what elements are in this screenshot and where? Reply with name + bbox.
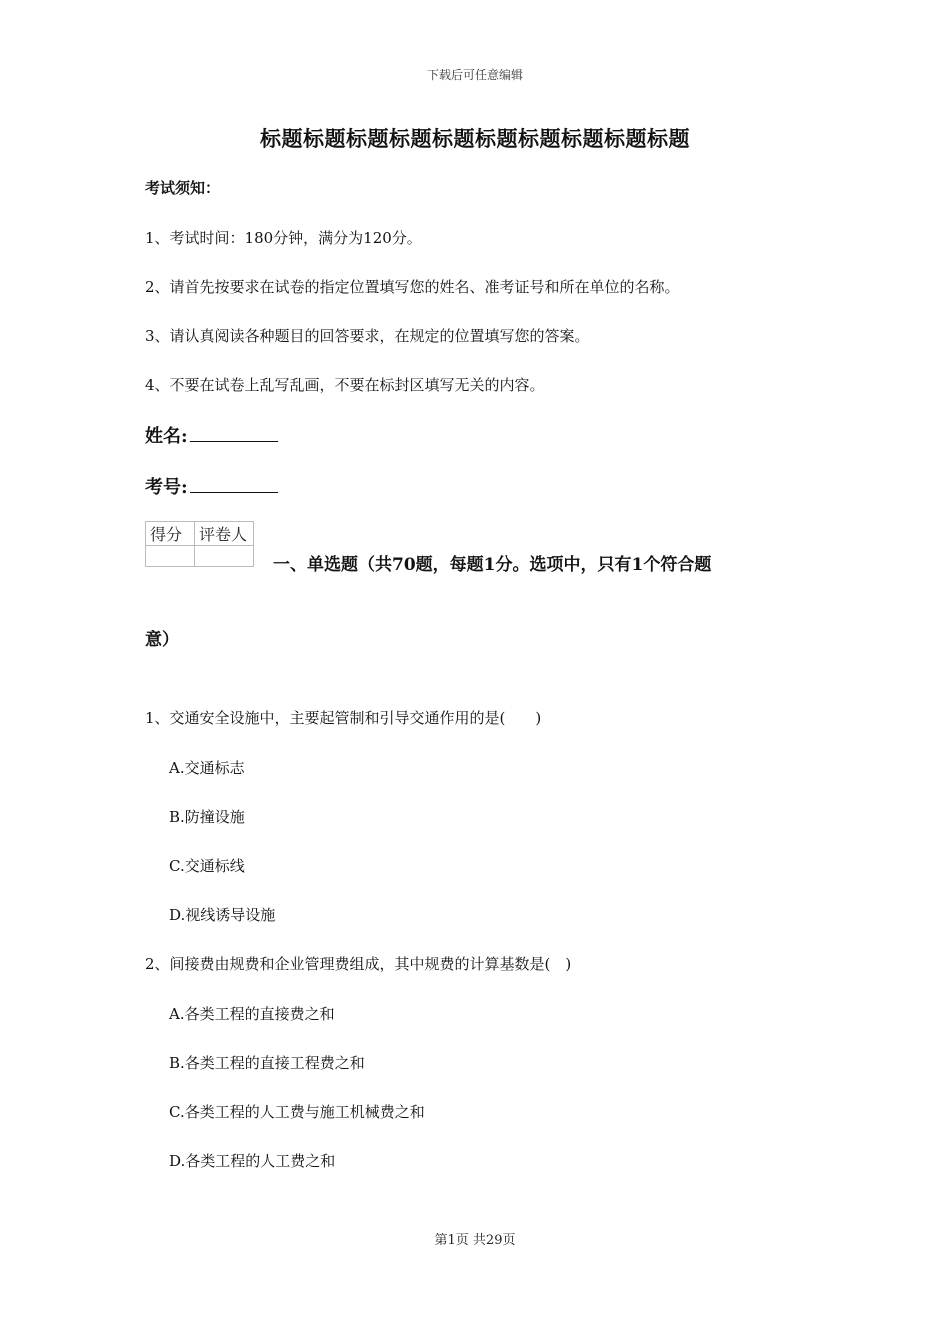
- name-field: [145, 422, 278, 448]
- question-option: B.各类工程的直接工程费之和: [169, 1054, 365, 1072]
- id-blank[interactable]: [190, 474, 278, 493]
- question-option: A.各类工程的直接费之和: [169, 1005, 335, 1023]
- question-option: C.交通标线: [169, 857, 245, 875]
- question-stem: 1、交通安全设施中，主要起管制和引导交通作用的是( ): [145, 709, 542, 727]
- instruction-item: 1、考试时间：180分钟，满分为120分。: [145, 229, 422, 247]
- question-stem: 2、间接费由规费和企业管理费组成，其中规费的计算基数是( ): [145, 955, 572, 973]
- page-footer: 第1页 共29页: [434, 1233, 516, 1248]
- instruction-item: 4、不要在试卷上乱写乱画，不要在标封区填写无关的内容。: [145, 376, 545, 394]
- instructions-heading: 考试须知：: [145, 179, 221, 197]
- name-label: 姓名:: [145, 426, 188, 447]
- score-header: 得分: [146, 522, 195, 546]
- question-option: D.视线诱导设施: [169, 906, 276, 924]
- section-heading-line2: 意）: [145, 630, 179, 650]
- id-field: [145, 473, 278, 499]
- document-title: 标题标题标题标题标题标题标题标题标题标题: [260, 126, 690, 151]
- header-note: 下载后可任意编辑: [426, 68, 523, 82]
- id-label: 考号:: [145, 477, 188, 498]
- grader-header: 评卷人: [195, 522, 254, 546]
- question-option: D.各类工程的人工费之和: [169, 1152, 336, 1170]
- question-option: B.防撞设施: [169, 808, 245, 826]
- score-cell[interactable]: [146, 546, 195, 567]
- question-option: A.交通标志: [169, 759, 245, 777]
- grader-cell[interactable]: [195, 546, 254, 567]
- instruction-item: 2、请首先按要求在试卷的指定位置填写您的姓名、准考证号和所在单位的名称。: [145, 278, 680, 296]
- instruction-item: 3、请认真阅读各种题目的回答要求，在规定的位置填写您的答案。: [145, 327, 590, 345]
- score-table: [145, 521, 254, 567]
- section-heading-line1: 一、单选题（共70题，每题1分。选项中，只有1个符合题: [273, 555, 712, 575]
- name-blank[interactable]: [190, 423, 278, 442]
- question-option: C.各类工程的人工费与施工机械费之和: [169, 1103, 425, 1121]
